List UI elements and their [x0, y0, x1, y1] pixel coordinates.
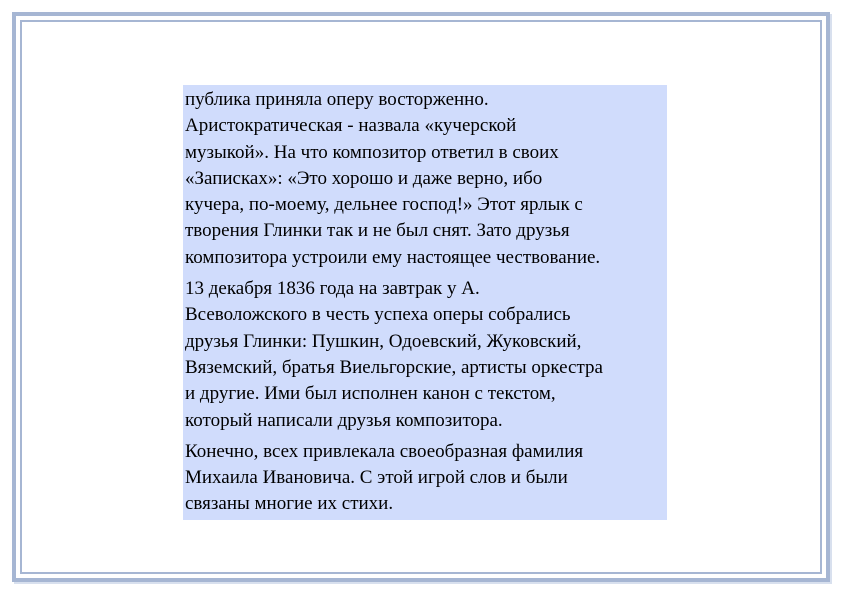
text-line: 13 декабря 1836 года на завтрак у А. [185, 278, 480, 300]
text-line: публика приняла оперу восторженно. [185, 89, 489, 110]
paragraph-3 [185, 439, 667, 518]
text-line: Конечно, всех привлекала своеобразная фамилия [185, 440, 584, 462]
text-line: музыкой». На что композитор ответил в своих [185, 141, 559, 163]
text-box [183, 85, 667, 520]
text-line: и другие. Ими был исполнен канон с текстом, [185, 383, 556, 405]
text-line: кучера, по-моему, дельнее господ!» Этот ярлык с [185, 194, 583, 216]
text-line: который написали друзья композитора. [185, 409, 503, 431]
text-line: Всеволожского в честь успеха оперы собрались [185, 304, 571, 326]
text-line: связаны многие их стихи. [185, 493, 394, 515]
text-line: Михаила Ивановича. С этой игрой слов и были [185, 467, 568, 489]
text-line: Вяземский, братья Виельгорские, артисты оркестра [185, 356, 603, 378]
text-line: Аристократическая - назвала «кучерской [185, 115, 517, 137]
paragraph-2 [185, 276, 667, 434]
text-line: творения Глинки так и не был снят. Зато друзья [185, 220, 570, 242]
paragraph-1 [185, 87, 667, 271]
text-line: «Записках»: «Это хорошо и даже верно, ибо [185, 167, 543, 189]
text-line: композитора устроили ему настоящее чествование. [185, 246, 601, 268]
text-line: друзья Глинки: Пушкин, Одоевский, Жуковский, [185, 330, 582, 352]
